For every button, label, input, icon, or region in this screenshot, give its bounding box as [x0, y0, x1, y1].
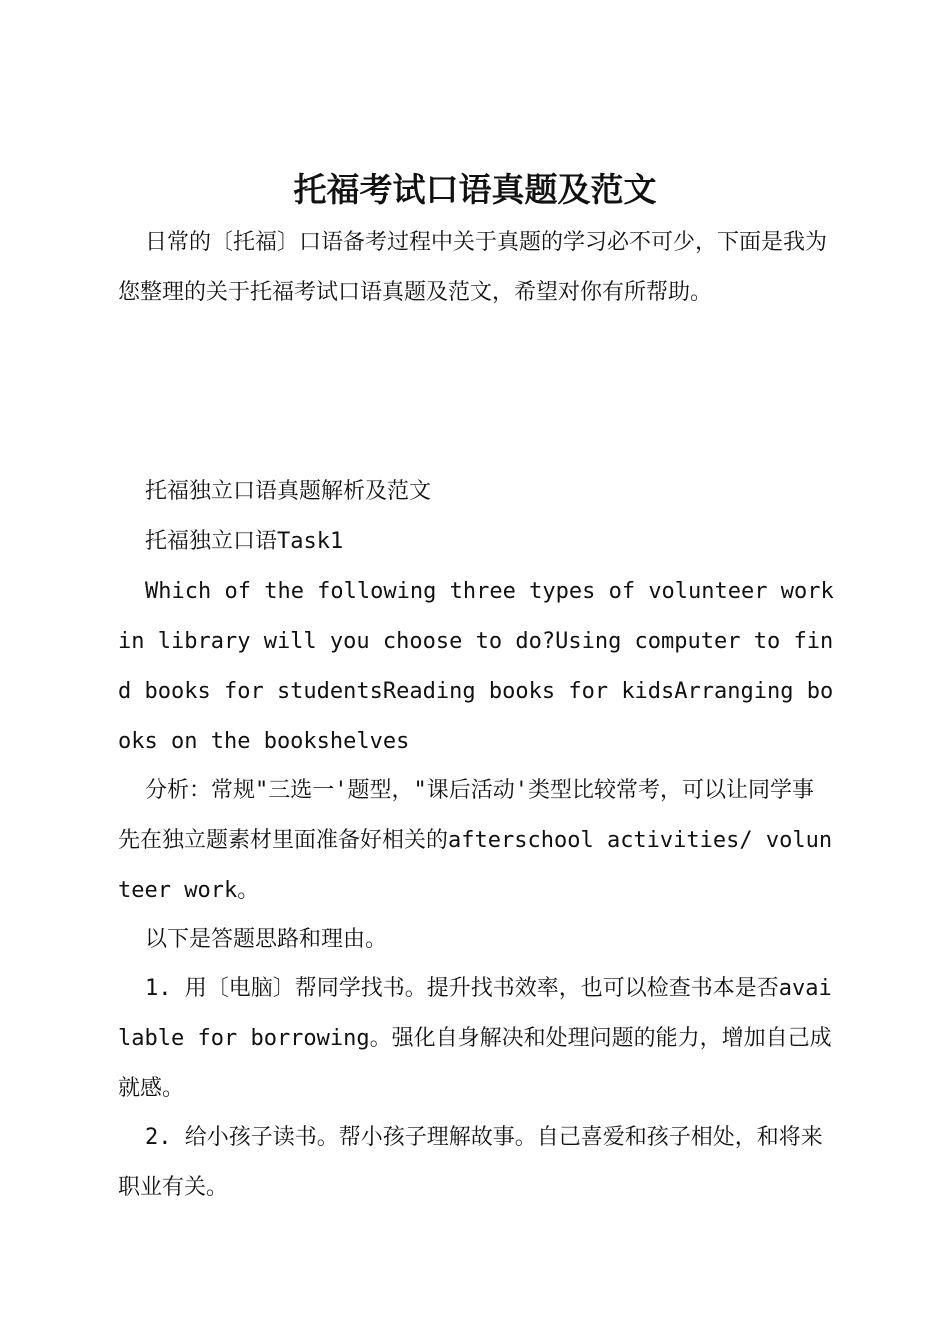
- answer-point-2: 2. 给小孩子读书。帮小孩子理解故事。自己喜爱和孩子相处，和将来职业有关。: [118, 1125, 823, 1200]
- section-heading: 托福独立口语真题解析及范文: [145, 479, 432, 504]
- document-title: 托福考试口语真题及范文: [293, 170, 657, 210]
- task-label: 托福独立口语Task1: [145, 529, 344, 554]
- analysis-paragraph: 分析：常规"三选一'题型，"课后活动'类型比较常考，可以让同学事先在独立题素材里面准备好相关的afterschool activities/ volunteer work。: [118, 778, 833, 903]
- intro-paragraph: 日常的〔托福〕口语备考过程中关于真题的学习必不可少，下面是我为您整理的关于托福考试口语真题及范文，希望对你有所帮助。: [118, 230, 828, 305]
- answer-intro: 以下是答题思路和理由。: [145, 927, 388, 952]
- answer-point-1: 1. 用〔电脑〕帮同学找书。提升找书效率，也可以检查书本是否available for borrowing。强化自身解决和处理问题的能力，增加自己成就感。: [118, 976, 832, 1101]
- task-question: Which of the following three types of volunteer work in library will you choose to do?Using computer to find books for studentsReading books for kidsArranging books on the bookshelves: [118, 579, 834, 754]
